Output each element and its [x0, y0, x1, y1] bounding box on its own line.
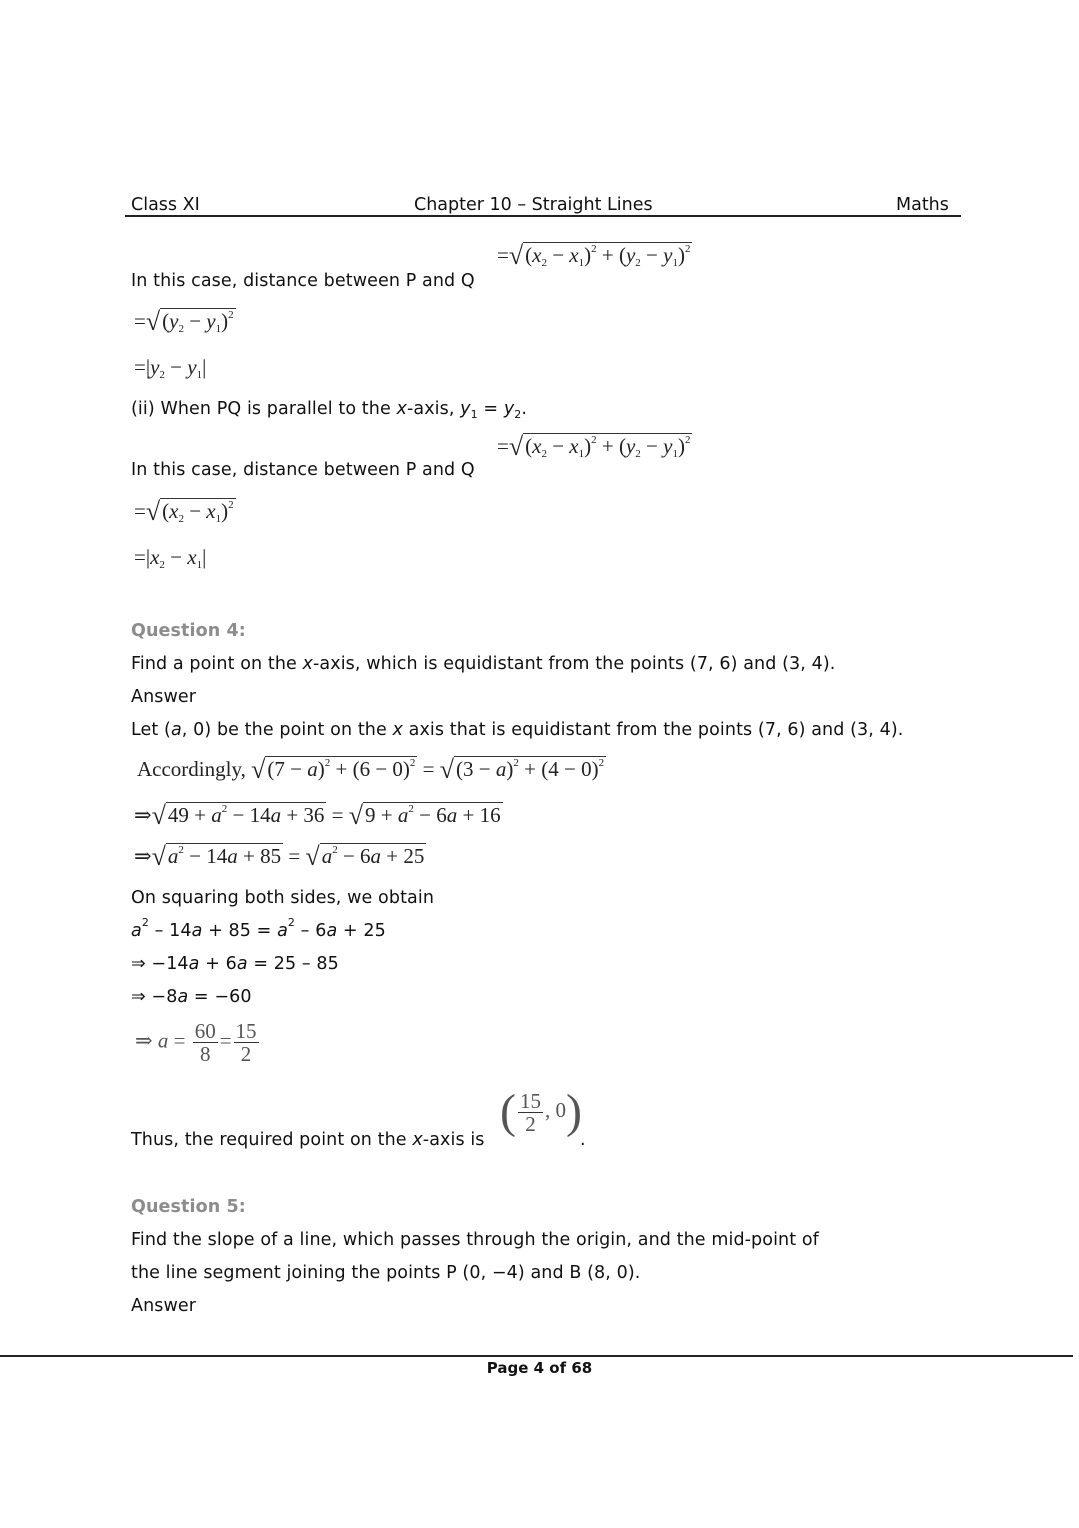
- distance-formula-2: $=√(x_2 - x_1)^2 + (y_2 - y_1)^2$: [497, 432, 691, 461]
- question-5-text-line-2: the line segment joining the points P (0, −4) and B (8, 0).: [131, 1263, 641, 1283]
- distance-label-2: In this case, distance between P and Q: [131, 460, 475, 480]
- header-chapter: Chapter 10 – Straight Lines: [414, 195, 653, 215]
- question-4-math-line-1: Accordingly, $√(7 - a)^2 + (6 - 0)^2 = √(3 - a)^2 + (4 - 0)^2$: [137, 755, 605, 784]
- distance-step-2a: $=√(x_2 - x_1)^2$: [134, 497, 234, 526]
- part-ii-intro: (ii) When PQ is parallel to the x-axis, $y_1 = y_2$.: [131, 399, 528, 421]
- page-number: Page 4 of 68: [486, 1359, 593, 1377]
- question-4-heading: Question 4:: [131, 621, 246, 641]
- question-4-answer-label: Answer: [131, 687, 197, 707]
- question-4-eq-4: ⇒ a = $\frac{60}{8}$ = $\frac{15}{2}$: [135, 1019, 257, 1066]
- question-4-let: Let (a, 0) be the point on the x axis that is equidistant from the points (7, 6) and (3, 4).: [131, 720, 904, 740]
- question-4-eq-1: $a^2 - 14a + 85 = a^2 - 6a + 25$: [131, 916, 386, 941]
- footer-rule: [0, 1355, 1073, 1357]
- distance-formula-1: $=√(x_2 - x_1)^2 + (y_2 - y_1)^2$: [497, 241, 691, 270]
- distance-step-2b: $=|x_2 - x_1|$: [134, 545, 207, 571]
- question-4-conclusion: Thus, the required point on the x-axis is: [131, 1130, 485, 1150]
- question-5-heading: Question 5:: [131, 1197, 246, 1217]
- question-4-math-line-3: $\Rightarrow√a^2 - 14a + 85 = √a^2 - 6a + 25$: [134, 842, 425, 871]
- question-4-conclusion-point: ( $\frac{15}{2}$ , 0): [500, 1085, 582, 1138]
- question-4-squaring: On squaring both sides, we obtain: [131, 888, 435, 908]
- distance-label-1: In this case, distance between P and Q: [131, 271, 475, 291]
- question-5-answer-label: Answer: [131, 1296, 197, 1316]
- question-4-conclusion-period: .: [580, 1130, 586, 1150]
- question-4-eq-2: ⇒ −14a + 6a = 25 – 85: [131, 954, 339, 974]
- question-4-eq-3: ⇒ −8a = −60: [131, 987, 252, 1007]
- question-4-text: Find a point on the x-axis, which is equidistant from the points (7, 6) and (3, 4).: [131, 654, 836, 674]
- header-rule: [125, 215, 961, 217]
- header-subject: Maths: [896, 195, 949, 215]
- header-class: Class XI: [131, 195, 200, 215]
- question-4-math-line-2: ⇒√49 + $a^2 - 14a + 36 = √9 + a^2 - 6a + 16$: [134, 801, 501, 830]
- distance-step-1a: $=√(y_2 - y_1)^2$: [134, 307, 234, 336]
- distance-step-1b: $=|y_2 - y_1|$: [134, 355, 207, 381]
- question-5-text-line-1: Find the slope of a line, which passes through the origin, and the mid-point of: [131, 1230, 819, 1250]
